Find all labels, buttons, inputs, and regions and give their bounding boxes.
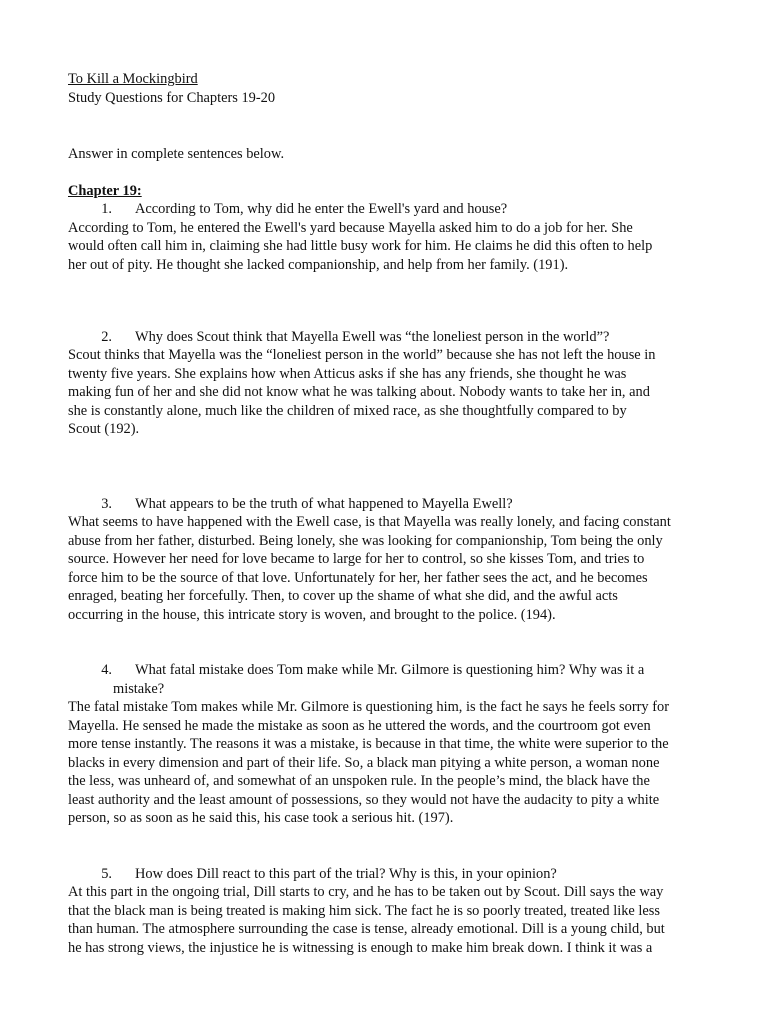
- answer-2-line: she is constantly alone, much like the children of mixed race, as she thoughtfully compared to by: [68, 403, 627, 419]
- answer-4-line: The fatal mistake Tom makes while Mr. Gilmore is questioning him, is the fact he says he feels sorry for: [68, 699, 669, 715]
- question-text: How does Dill react to this part of the trial? Why is this, in your opinion?: [135, 866, 557, 882]
- answer-4-line: least authority and the least amount of possessions, so they would not have the audacity to pity a white: [68, 792, 660, 808]
- question-5: [68, 865, 557, 883]
- answer-5-line: he has strong views, the injustice he is witnessing is enough to make him break down. I think it was a: [68, 940, 653, 956]
- answer-3-line: What seems to have happened with the Ewell case, is that Mayella was really lonely, and facing constant: [68, 514, 671, 530]
- answer-5-line: that the black man is being treated is making him sick. The fact he is so poorly treated, treated like less: [68, 903, 660, 919]
- answer-4-line: blacks in every dimension and part of their life. So, a black man pitying a white person, a woman none: [68, 755, 660, 771]
- answer-1-line: would often call him in, claiming she had little busy work for him. He claims he did this often to help: [68, 238, 653, 254]
- answer-2-line: making fun of her and she did not know what he was talking about. Nobody wants to take her in, and: [68, 384, 650, 400]
- document-title: To Kill a Mockingbird: [68, 71, 198, 87]
- document-subtitle: Study Questions for Chapters 19-20: [68, 90, 276, 106]
- question-text: What fatal mistake does Tom make while Mr. Gilmore is questioning him? Why was it a: [135, 662, 645, 678]
- question-number: 4.: [101, 662, 112, 678]
- answer-4-line: Mayella. He sensed he made the mistake as soon as he uttered the words, and the courtroom got even: [68, 718, 651, 734]
- question-text: Why does Scout think that Mayella Ewell was “the loneliest person in the world”?: [135, 329, 610, 345]
- question-number: 5.: [101, 866, 112, 882]
- question-number: 3.: [101, 496, 112, 512]
- question-2: [68, 328, 609, 346]
- question-number: 2.: [101, 329, 112, 345]
- answer-2-line: Scout (192).: [68, 421, 140, 437]
- question-4: [68, 661, 644, 679]
- question-text: What appears to be the truth of what happened to Mayella Ewell?: [135, 496, 513, 512]
- answer-3-line: force him to be the source of that love. Unfortunately for her, her father sees the act, and he becomes: [68, 570, 648, 586]
- answer-2-line: Scout thinks that Mayella was the “loneliest person in the world” because she has not left the house in: [68, 347, 656, 363]
- chapter-heading: Chapter 19:: [68, 183, 142, 199]
- question-1: [68, 200, 507, 218]
- answer-4-line: person, so as soon as he said this, his case took a serious hit. (197).: [68, 810, 454, 826]
- question-4-continued: mistake?: [113, 681, 165, 697]
- question-number: 1.: [101, 201, 112, 217]
- answer-5-line: than human. The atmosphere surrounding the case is tense, already emotional. Dill is a young child, but: [68, 921, 665, 937]
- instructions-text: Answer in complete sentences below.: [68, 146, 285, 162]
- answer-3-line: source. However her need for love became to large for her to control, so she kisses Tom, and tries to: [68, 551, 645, 567]
- question-3: [68, 495, 513, 513]
- answer-5-line: At this part in the ongoing trial, Dill starts to cry, and he has to be taken out by Scout. Dill says the way: [68, 884, 664, 900]
- answer-3-line: enraged, beating her forcefully. Then, to cover up the shame of what she did, and the awful acts: [68, 588, 618, 604]
- question-text: According to Tom, why did he enter the Ewell's yard and house?: [135, 201, 508, 217]
- answer-1-line: According to Tom, he entered the Ewell's yard because Mayella asked him to do a job for her. She: [68, 220, 633, 236]
- answer-3-line: occurring in the house, this intricate story is woven, and brought to the police. (194).: [68, 607, 556, 623]
- answer-1-line: her out of pity. He thought she lacked companionship, and help from her family. (191).: [68, 257, 569, 273]
- answer-3-line: abuse from her father, disturbed. Being lonely, she was looking for companionship, Tom being the only: [68, 533, 663, 549]
- answer-2-line: twenty five years. She explains how when Atticus asks if she has any friends, she thought he was: [68, 366, 627, 382]
- answer-4-line: the less, was unheard of, and somewhat of an unspoken rule. In the people’s mind, the black have the: [68, 773, 650, 789]
- answer-4-line: more tense instantly. The reasons it was a mistake, is because in that time, the white were superior to the: [68, 736, 669, 752]
